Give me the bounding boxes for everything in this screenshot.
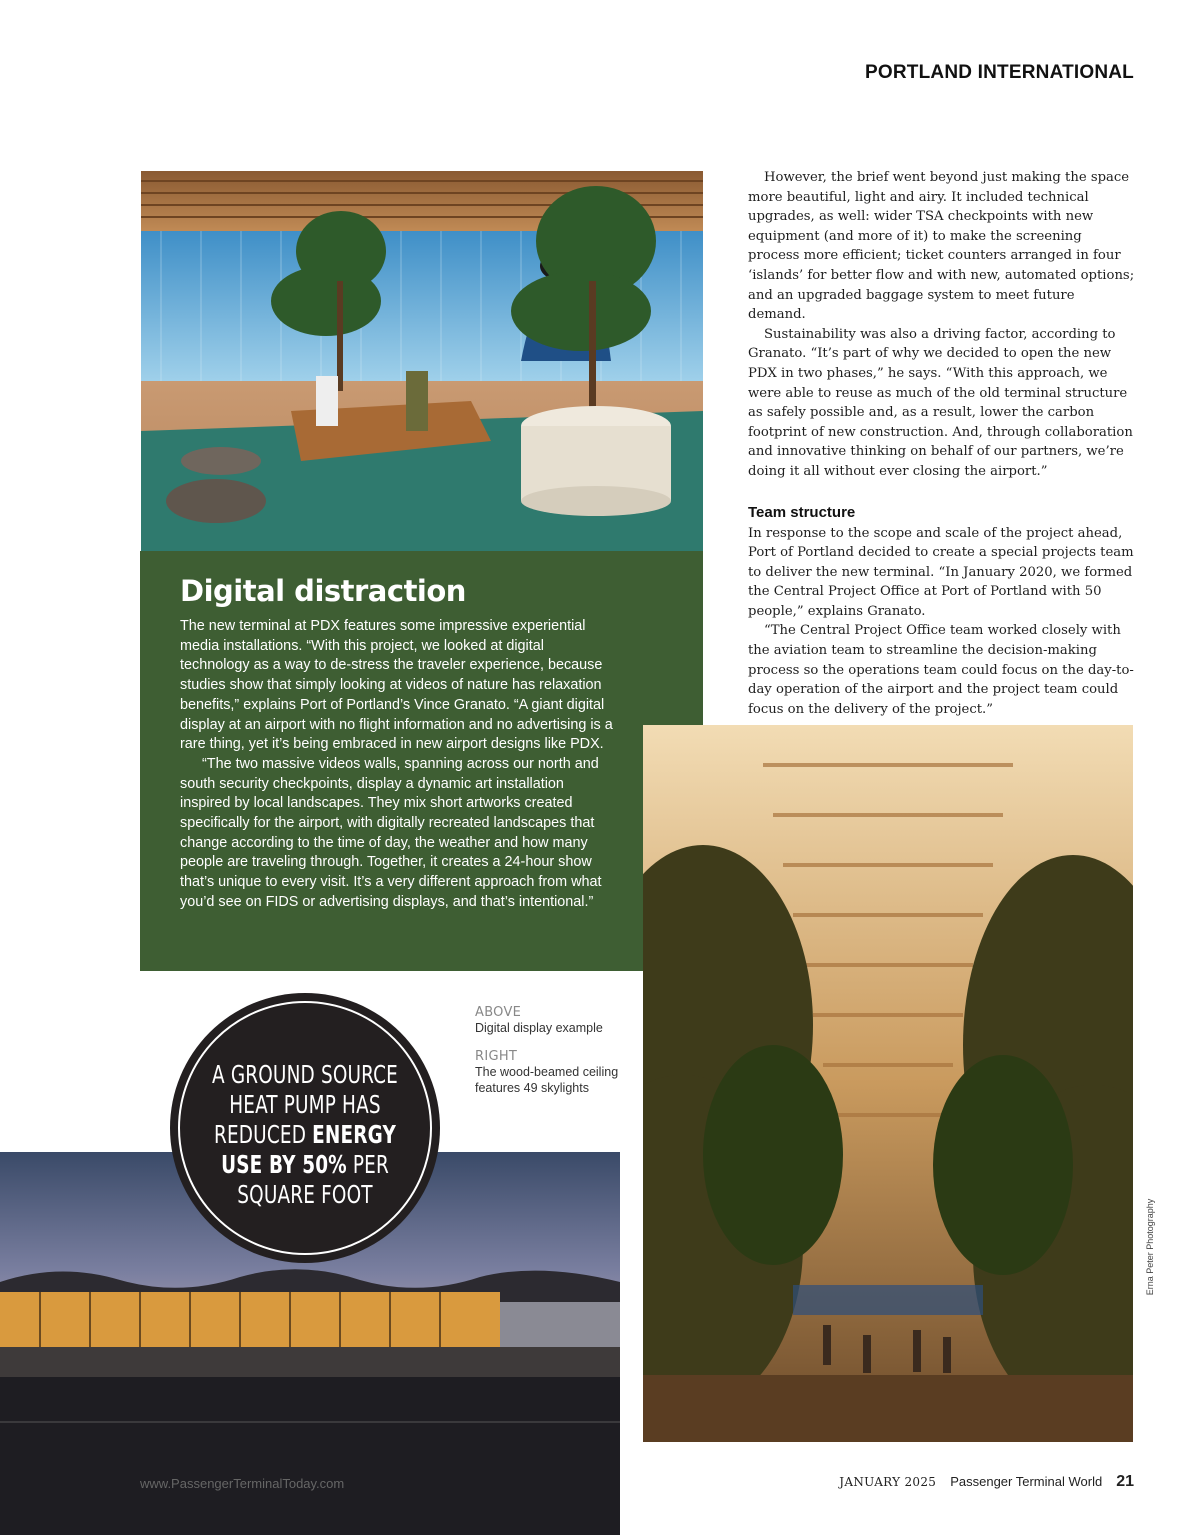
- section-header: PORTLAND INTERNATIONAL: [865, 62, 1134, 83]
- footer-website[interactable]: www.PassengerTerminalToday.com: [140, 1476, 345, 1491]
- sidebar-background-extension: [643, 551, 703, 725]
- caption-label-right: RIGHT: [475, 1048, 518, 1064]
- footer-publication: Passenger Terminal World: [950, 1474, 1103, 1489]
- sidebar-box: [140, 551, 643, 971]
- body-paragraph: However, the brief went beyond just making the space more beautiful, light and airy. It included technical upgrades, as well: wider TSA checkpoints with new equipment (and more of it) to make the screening process more efficient; ticket counters arranged in four ‘islands’ for better flow and with new, automated options; and an upgraded baggage system to meet future demand.: [748, 170, 1135, 323]
- atrium-photo: [643, 725, 1133, 1442]
- caption-text-above: Digital display example: [475, 1021, 603, 1035]
- footer-folio: [839, 1473, 1134, 1491]
- subheading: Team structure: [748, 503, 856, 521]
- terminal-interior-photo: [141, 171, 703, 551]
- article-body: [748, 168, 1136, 719]
- body-paragraph: Sustainability was also a driving factor, according to Granato. “It’s part of why we decided to open the new PDX in two phases,” he says. “With this approach, we were able to reuse as much of the old terminal structure as safely possible and, as a result, lower the carbon footprint of new construction. And, through collaboration and innovative thinking on behalf of our partners, we’re doing it all without ever closing the airport.”: [748, 326, 1133, 479]
- footer-date: JANUARY 2025: [839, 1475, 937, 1489]
- photo-captions: [475, 1005, 625, 1109]
- photo-credit: Erna Peter Photography: [1145, 1198, 1155, 1296]
- body-paragraph: In response to the scope and scale of the project ahead, Port of Portland decided to create a special projects team to deliver the new terminal. “In January 2020, we formed the Central Project Office at Port of Portland with 50 people,” explains Granato.: [748, 525, 1134, 619]
- sidebar-title: Digital distraction: [180, 574, 466, 608]
- page-number: 21: [1116, 1473, 1134, 1490]
- energy-callout-text: A GROUND SOURCE HEAT PUMP HAS REDUCED ENERGY USE BY 50% PER SQUARE FOOT: [212, 1060, 398, 1209]
- sidebar-paragraph: The new terminal at PDX features some impressive experiential media installations. “With this project, we looked at digital technology as a way to de-stress the traveler experience, because studies show that simply looking at videos of nature has relaxation benefits,” explains Port of Portland’s Vince Granato. “A giant digital display at an airport with no flight information and no advertising is a rare thing, yet it’s being embraced in new airport designs like PDX.: [180, 618, 613, 753]
- caption-text-right: The wood-beamed ceiling features 49 skylights: [475, 1064, 619, 1095]
- caption-label-above: ABOVE: [475, 1005, 522, 1020]
- sidebar-paragraph: “The two massive videos walls, spanning across our north and south security checkpoints, display a dynamic art installation inspired by local landscapes. They mix short artworks created specifically for the airport, with digitally recreated landscapes that change according to the time of day, the weather and how many people are traveling through. Together, it creates a 24-hour show that’s unique to every visit. It’s a very different approach from what you’d see on FIDS or advertising displays, and that’s intentional.”: [180, 755, 602, 910]
- body-paragraph: “The Central Project Office team worked closely with the aviation team to streamline the decision-making process so the operations team could focus on the day-to-day operation of the airport and the project team could focus on the delivery of the project.”: [748, 623, 1134, 717]
